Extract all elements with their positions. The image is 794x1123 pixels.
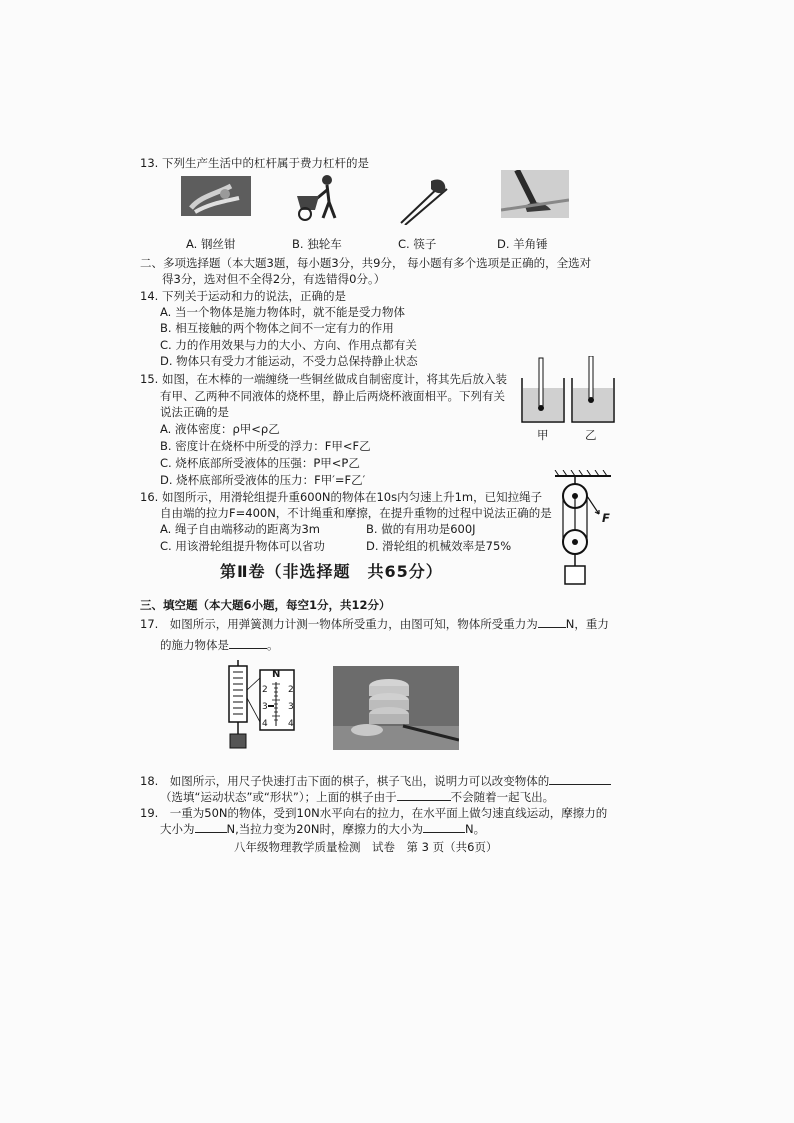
q16-option-b: B. 做的有用功是600J bbox=[366, 522, 476, 536]
q18-line1-text: 18. 如图所示，用尺子快速打击下面的棋子，棋子飞出，说明力可以改变物体的 bbox=[140, 774, 550, 788]
q16-option-c: C. 用该滑轮组提升物体可以省功 bbox=[160, 539, 325, 553]
q17-blank-gravity[interactable] bbox=[538, 627, 566, 628]
page-footer: 八年级物理教学质量检测 试卷 第 3 页（共6页） bbox=[234, 840, 498, 854]
q16-option-d: D. 滑轮组的机械效率是75% bbox=[366, 539, 512, 553]
q19-blank-friction-1[interactable] bbox=[195, 832, 227, 833]
scale-number-3-right: 3 bbox=[288, 702, 294, 712]
chopsticks-figure bbox=[397, 175, 452, 225]
q18-line1 bbox=[140, 774, 611, 788]
q15-option-b: B. 密度计在烧杯中所受的浮力：F甲<F乙 bbox=[160, 439, 371, 453]
q15-option-c: C. 烧杯底部所受液体的压强：P甲<P乙 bbox=[160, 456, 360, 470]
q17-line2 bbox=[160, 638, 279, 652]
q18-blank-effect[interactable] bbox=[549, 784, 611, 785]
q16-option-a: A. 绳子自由端移动的距离为3m bbox=[160, 522, 320, 536]
q18-blank-inertia[interactable] bbox=[397, 800, 451, 801]
q18-line2-tail: 不会随着一起飞出。 bbox=[450, 790, 555, 804]
q17-line2-tail: 。 bbox=[267, 638, 279, 652]
q15-line3: 说法正确的是 bbox=[160, 405, 229, 419]
q13-option-c: C. 筷子 bbox=[398, 237, 437, 251]
q19-line1: 19. 一重为50N的物体，受到10N水平向右的拉力，在水平面上做匀速直线运动，摩擦力的 bbox=[140, 806, 608, 820]
scale-unit-n: N bbox=[272, 669, 281, 680]
wheelbarrow-figure bbox=[293, 172, 348, 222]
q13-option-a: A. 钢丝钳 bbox=[186, 237, 236, 251]
q18-line2 bbox=[160, 790, 554, 804]
q13-stem: 13. 下列生产生活中的杠杆属于费力杠杆的是 bbox=[140, 156, 369, 170]
q18-line2-text: （选填“运动状态”或“形状”）；上面的棋子由于 bbox=[160, 790, 397, 804]
q19-blank-friction-2[interactable] bbox=[423, 832, 465, 833]
q14-option-a: A. 当一个物体是施力物体时，就不能是受力物体 bbox=[160, 305, 405, 319]
q17-line1 bbox=[140, 617, 609, 631]
q13-option-b: B. 独轮车 bbox=[292, 237, 342, 251]
q17-line1-tail: N，重力 bbox=[565, 617, 609, 631]
pliers-photo bbox=[181, 176, 251, 216]
scale-number-2-right: 2 bbox=[288, 685, 294, 695]
claw-hammer-photo bbox=[501, 170, 569, 218]
beaker-label-jia: 甲 bbox=[537, 428, 549, 442]
section2-heading-2: 得3分，选对但不全得2分，有选错得0分。） bbox=[162, 272, 386, 286]
scale-number-2-left: 2 bbox=[262, 685, 268, 695]
q17-blank-source[interactable] bbox=[229, 648, 267, 649]
force-label-f: F bbox=[602, 511, 610, 525]
q13-option-d: D. 羊角锤 bbox=[497, 237, 548, 251]
hydrometer-beakers-figure bbox=[518, 356, 618, 426]
q16-line2: 自由端的拉力F=400N，不计绳重和摩擦，在提升重物的过程中说法正确的是 bbox=[160, 506, 552, 520]
q15-option-a: A. 液体密度：ρ甲<ρ乙 bbox=[160, 422, 280, 436]
pulley-system-figure bbox=[553, 470, 615, 588]
beaker-label-yi: 乙 bbox=[585, 428, 597, 442]
chess-pieces-photo bbox=[333, 666, 459, 750]
q19-line2-tail: N。 bbox=[465, 822, 486, 836]
q17-line1-text: 17. 如图所示，用弹簧测力计测一物体所受重力，由图可知，物体所受重力为 bbox=[140, 617, 538, 631]
q14-option-b: B. 相互接触的两个物体之间不一定有力的作用 bbox=[160, 321, 394, 335]
q14-option-d: D. 物体只有受力才能运动，不受力总保持静止状态 bbox=[160, 354, 418, 368]
q16-line1: 16. 如图所示，用滑轮组提升重600N的物体在10s内匀速上升1m，已知拉绳子 bbox=[140, 490, 543, 504]
q14-stem: 14. 下列关于运动和力的说法，正确的是 bbox=[140, 289, 346, 303]
q15-line2: 有甲、乙两种不同液体的烧杯里，静止后两烧杯液面相平。下列有关 bbox=[160, 389, 505, 403]
q19-line2-text: 大小为 bbox=[160, 822, 195, 836]
q19-line2-mid: N,当拉力变为20N时，摩擦力的大小为 bbox=[226, 822, 423, 836]
q19-line2 bbox=[160, 822, 485, 836]
q15-line1: 15. 如图，在木棒的一端缠绕一些铜丝做成自制密度计，将其先后放入装 bbox=[140, 372, 507, 386]
q15-option-d: D. 烧杯底部所受液体的压力：F甲′=F乙′ bbox=[160, 473, 366, 487]
scale-number-3-left: 3 bbox=[262, 702, 268, 712]
q17-line2-text: 的施力物体是 bbox=[160, 638, 229, 652]
q14-option-c: C. 力的作用效果与力的大小、方向、作用点都有关 bbox=[160, 338, 417, 352]
section2-heading-1: 二、多项选择题（本大题3题，每小题3分，共9分， 每小题有多个选项是正确的，全选对 bbox=[140, 256, 592, 270]
section3-heading: 三、填空题（本大题6小题，每空1分，共12分） bbox=[140, 598, 391, 612]
scale-number-4-right: 4 bbox=[288, 719, 294, 729]
scale-number-4-left: 4 bbox=[262, 719, 268, 729]
part2-title: 第Ⅱ卷（非选择题 共65分） bbox=[220, 562, 443, 581]
